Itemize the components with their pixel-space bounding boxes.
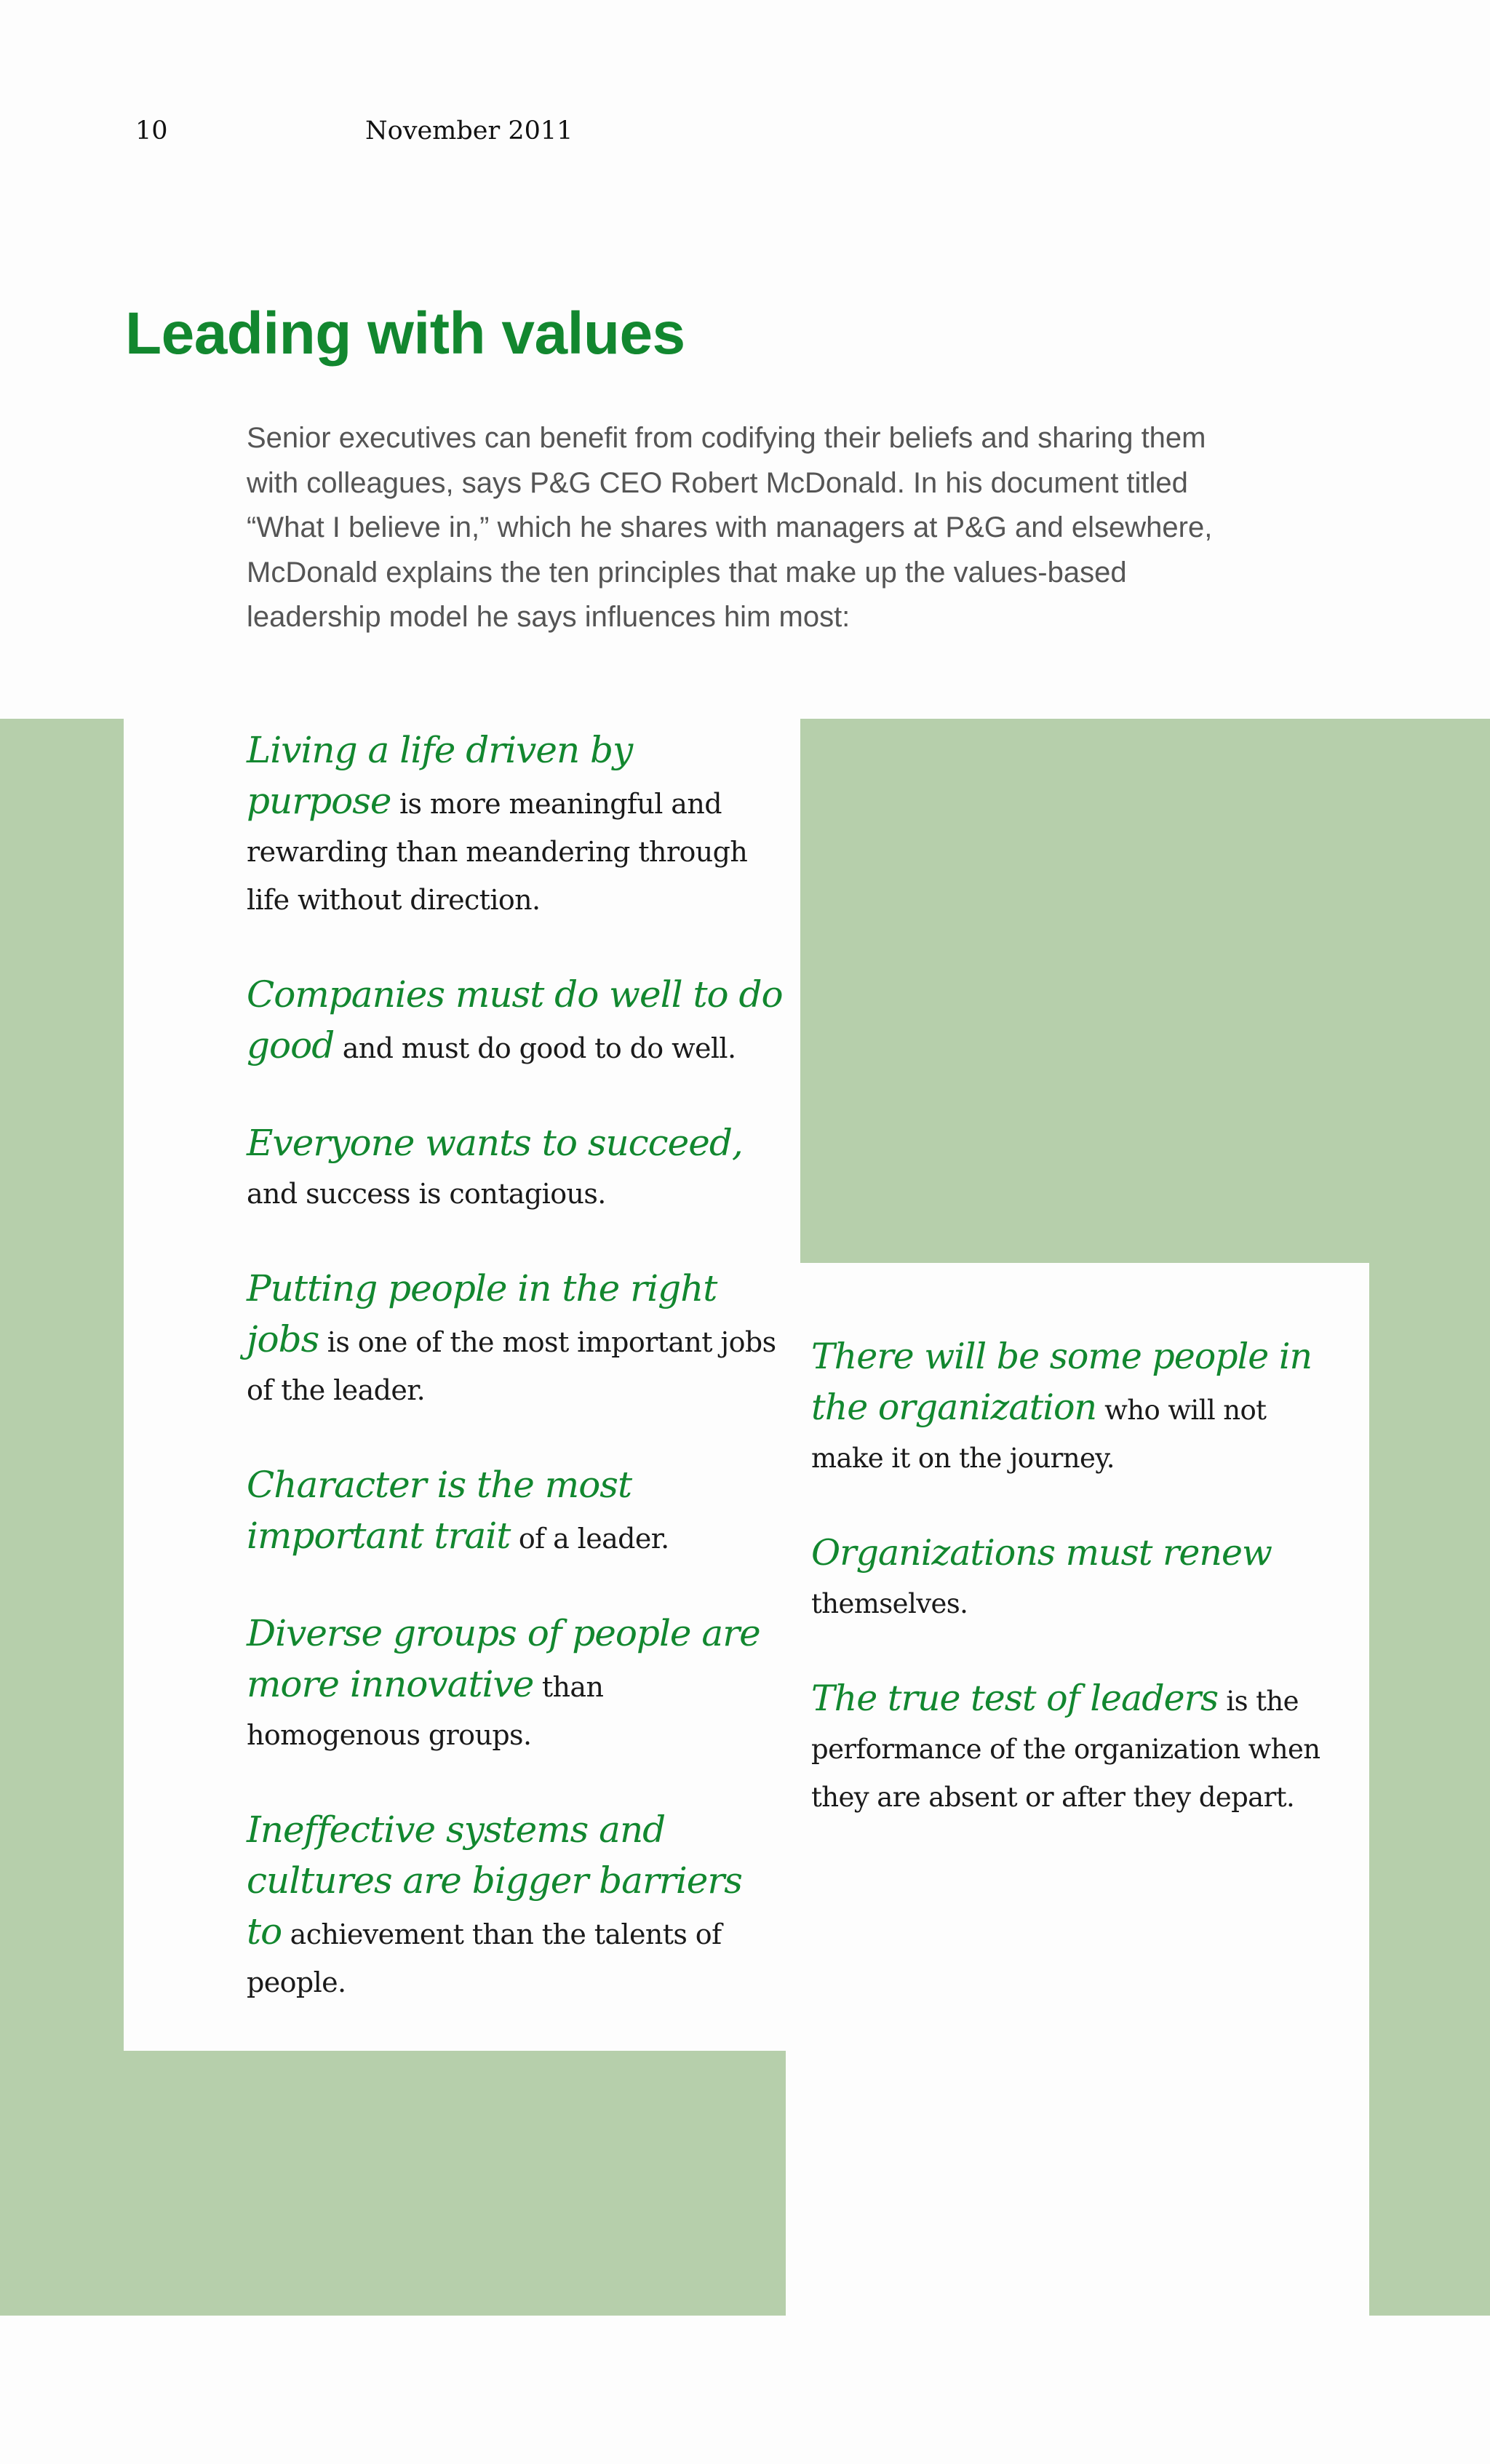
principle-lead: Everyone wants to succeed,	[247, 1122, 743, 1164]
principle-text: achievement than the talents of people.	[247, 1918, 722, 1998]
principle-text: is one of the most important jobs of the leader.	[247, 1326, 776, 1406]
principle-lead: Living a life driven by purpose	[247, 729, 633, 822]
principle-lead: There will be some people in the organization	[811, 1336, 1312, 1428]
principle-lead: Ineffective systems and cultures are bigger barriers to	[247, 1809, 742, 1953]
principle-item	[247, 1806, 785, 2006]
principle-text: who will not make it on the journey.	[811, 1395, 1267, 1474]
principle-text: than homogenous groups.	[247, 1671, 604, 1751]
principle-text: of a leader.	[510, 1523, 669, 1555]
principle-text: and must do good to do well.	[334, 1032, 736, 1064]
principles-list-left	[247, 726, 785, 2053]
principle-text: and success is contagious.	[247, 1178, 606, 1210]
principle-lead: Diverse groups of people are more innovative	[247, 1612, 760, 1705]
principle-item	[247, 1461, 785, 1563]
issue-date: November 2011	[365, 116, 573, 145]
principle-text: themselves.	[811, 1588, 968, 1619]
principle-item	[247, 1119, 785, 1218]
principle-lead: The true test of leaders	[811, 1678, 1219, 1719]
principle-lead: Organizations must renew	[811, 1532, 1272, 1574]
principle-item	[811, 1529, 1320, 1628]
intro-paragraph: Senior executives can benefit from codifying their beliefs and sharing them with colleagues, says P&G CEO Robert McDonald. In his document titled “What I believe in,” which he shares with managers at P&G and elsewhere, McDonald explains the ten principles that make up the values-based leadership model he says influences him most:	[247, 422, 1213, 633]
article-title: Leading with values	[125, 300, 685, 367]
principle-text: is more meaningful and rewarding than meandering through life without direction.	[247, 788, 748, 916]
principle-lead: Putting people in the right jobs	[247, 1267, 717, 1360]
principle-item	[247, 1264, 785, 1414]
principles-list-right	[811, 1333, 1320, 1868]
principle-item	[247, 970, 785, 1072]
page-number: 10	[135, 116, 168, 145]
principle-text: is the performance of the organization when they are absent or after they depart.	[811, 1686, 1320, 1813]
principle-item	[811, 1675, 1320, 1822]
principle-lead: Companies must do well to do good	[247, 973, 783, 1066]
principle-item	[811, 1333, 1320, 1483]
principle-lead: Character is the most important trait	[247, 1464, 632, 1557]
principle-item	[247, 1609, 785, 1759]
principle-item	[247, 726, 785, 924]
